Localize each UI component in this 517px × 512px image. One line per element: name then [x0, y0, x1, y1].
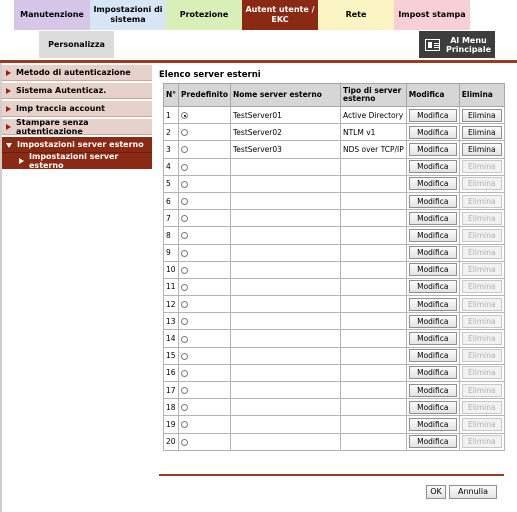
- default-radio-cell: [179, 192, 231, 209]
- header-divider: [0, 60, 517, 63]
- sidebar-item-label: Stampare senza autenticazione: [16, 117, 89, 136]
- delete-cell: [459, 244, 504, 261]
- row-number: 1: [164, 107, 179, 124]
- default-radio-cell: [179, 244, 231, 261]
- delete-button[interactable]: Elimina: [462, 109, 502, 122]
- delete-button: Elimina: [462, 384, 502, 397]
- row-number: 15: [164, 347, 179, 364]
- column-header-server-name: Nome server esterno: [230, 84, 340, 107]
- delete-button: Elimina: [462, 366, 502, 379]
- row-number: 4: [164, 158, 179, 175]
- server-name-cell: [230, 227, 340, 244]
- delete-button: Elimina: [462, 177, 502, 190]
- server-type-cell: [340, 433, 406, 450]
- delete-cell: [459, 124, 504, 141]
- server-name-cell: TestServer02: [230, 124, 340, 141]
- delete-button: Elimina: [462, 298, 502, 311]
- default-radio-cell: [179, 175, 231, 192]
- cancel-button[interactable]: Annulla: [449, 485, 497, 499]
- server-type-cell: [340, 296, 406, 313]
- table-row: [164, 192, 505, 209]
- modify-cell: [406, 382, 459, 399]
- modify-cell: [406, 141, 459, 158]
- delete-cell: [459, 210, 504, 227]
- server-type-cell: [340, 227, 406, 244]
- modify-button[interactable]: Modifica: [409, 109, 457, 122]
- server-type-cell: [340, 347, 406, 364]
- delete-cell: [459, 227, 504, 244]
- sidebar-subitem-label: Impostazioni server esterno: [29, 152, 119, 170]
- triangle-right-icon: [6, 106, 11, 112]
- sidebar-item-label: Impostazioni server esterno: [17, 140, 144, 149]
- row-number: 16: [164, 364, 179, 381]
- delete-button: Elimina: [462, 332, 502, 345]
- modify-button[interactable]: Modifica: [409, 366, 457, 379]
- delete-button[interactable]: Elimina: [462, 143, 502, 156]
- table-row: [164, 347, 505, 364]
- default-radio[interactable]: [181, 421, 188, 428]
- row-number: 12: [164, 296, 179, 313]
- server-name-cell: [230, 313, 340, 330]
- triangle-right-icon: [6, 124, 11, 130]
- default-radio-cell: [179, 313, 231, 330]
- table-row: [164, 416, 505, 433]
- default-radio[interactable]: [181, 146, 188, 153]
- row-number: 19: [164, 416, 179, 433]
- sidebar-item-label: Imp traccia account: [16, 104, 105, 113]
- sidebar-item-imp-traccia-account[interactable]: [2, 101, 152, 117]
- table-row: [164, 433, 505, 450]
- tab-manutenzione[interactable]: Manutenzione: [14, 0, 90, 30]
- modify-cell: [406, 399, 459, 416]
- default-radio-cell: [179, 227, 231, 244]
- default-radio-cell: [179, 416, 231, 433]
- server-name-cell: [230, 347, 340, 364]
- modify-cell: [406, 244, 459, 261]
- default-radio[interactable]: [181, 284, 188, 291]
- modify-cell: [406, 364, 459, 381]
- modify-button[interactable]: Modifica: [409, 315, 457, 328]
- table-row: [164, 278, 505, 295]
- default-radio[interactable]: [181, 353, 188, 360]
- modify-cell: [406, 261, 459, 278]
- server-type-cell: [340, 261, 406, 278]
- modify-button[interactable]: Modifica: [409, 126, 457, 139]
- delete-cell: [459, 107, 504, 124]
- default-radio-cell: [179, 158, 231, 175]
- delete-button: Elimina: [462, 246, 502, 259]
- modify-cell: [406, 416, 459, 433]
- default-radio-cell: [179, 107, 231, 124]
- table-row: [164, 107, 505, 124]
- server-type-cell: [340, 158, 406, 175]
- default-radio[interactable]: [181, 336, 188, 343]
- delete-button: Elimina: [462, 263, 502, 276]
- delete-button: Elimina: [462, 195, 502, 208]
- tab-autent-utente-ekc[interactable]: Autent utente / EKC: [242, 0, 318, 30]
- modify-button[interactable]: Modifica: [409, 401, 457, 414]
- server-type-cell: [340, 278, 406, 295]
- server-name-cell: [230, 210, 340, 227]
- default-radio[interactable]: [181, 439, 188, 446]
- table-row: [164, 382, 505, 399]
- table-row: [164, 313, 505, 330]
- default-radio-cell: [179, 124, 231, 141]
- row-number: 20: [164, 433, 179, 450]
- column-header-number: N°: [164, 84, 179, 107]
- table-row: [164, 399, 505, 416]
- table-row: [164, 124, 505, 141]
- triangle-right-icon: [19, 158, 24, 164]
- table-header-row: [164, 84, 505, 107]
- delete-cell: [459, 141, 504, 158]
- delete-button: Elimina: [462, 229, 502, 242]
- delete-button: Elimina: [462, 315, 502, 328]
- default-radio[interactable]: [181, 318, 188, 325]
- table-row: [164, 296, 505, 313]
- server-name-cell: [230, 433, 340, 450]
- default-radio[interactable]: [181, 301, 188, 308]
- modify-cell: [406, 296, 459, 313]
- external-server-table: [163, 83, 505, 451]
- table-row: [164, 261, 505, 278]
- sidebar-item-label: Metodo di autenticazione: [16, 68, 131, 77]
- server-type-cell: [340, 330, 406, 347]
- main-menu-label: Al Menu Principale: [445, 35, 491, 54]
- server-type-cell: NDS over TCP/IP: [340, 141, 406, 158]
- table-row: [164, 244, 505, 261]
- row-number: 13: [164, 313, 179, 330]
- default-radio[interactable]: [181, 404, 188, 411]
- server-type-cell: [340, 416, 406, 433]
- row-number: 2: [164, 124, 179, 141]
- modify-cell: [406, 227, 459, 244]
- modify-button[interactable]: Modifica: [409, 177, 457, 190]
- default-radio-cell: [179, 261, 231, 278]
- default-radio-cell: [179, 330, 231, 347]
- server-name-cell: [230, 364, 340, 381]
- modify-button[interactable]: Modifica: [409, 418, 457, 431]
- server-type-cell: [340, 364, 406, 381]
- sidebar-item-impostazioni-server-esterno[interactable]: [2, 137, 152, 153]
- server-name-cell: [230, 416, 340, 433]
- sidebar-subitem-impostazioni-server-esterno[interactable]: [2, 153, 152, 169]
- delete-button: Elimina: [462, 418, 502, 431]
- modify-cell: [406, 330, 459, 347]
- row-number: 17: [164, 382, 179, 399]
- modify-cell: [406, 210, 459, 227]
- tab-protezione[interactable]: Protezione: [166, 0, 242, 30]
- table-row: [164, 141, 505, 158]
- row-number: 18: [164, 399, 179, 416]
- default-radio[interactable]: [181, 112, 188, 119]
- modify-button[interactable]: Modifica: [409, 298, 457, 311]
- modify-cell: [406, 107, 459, 124]
- column-header-server-type: Tipo di server esterno: [340, 84, 406, 107]
- delete-cell: [459, 364, 504, 381]
- sidebar-item-sistema-autenticaz[interactable]: [2, 83, 152, 99]
- delete-button: Elimina: [462, 160, 502, 173]
- row-number: 9: [164, 244, 179, 261]
- server-name-cell: [230, 330, 340, 347]
- modify-cell: [406, 347, 459, 364]
- default-radio[interactable]: [181, 250, 188, 257]
- table-row: [164, 158, 505, 175]
- modify-button[interactable]: Modifica: [409, 280, 457, 293]
- footer-divider: [159, 474, 504, 476]
- server-name-cell: [230, 158, 340, 175]
- server-name-cell: [230, 399, 340, 416]
- triangle-down-icon: [6, 143, 12, 148]
- column-header-modify: Modifica: [406, 84, 459, 107]
- table-row: [164, 330, 505, 347]
- delete-button: Elimina: [462, 212, 502, 225]
- default-radio[interactable]: [181, 129, 188, 136]
- server-type-cell: NTLM v1: [340, 124, 406, 141]
- modify-cell: [406, 124, 459, 141]
- tab-impost-stampa[interactable]: Impost stampa: [394, 0, 470, 30]
- modify-cell: [406, 433, 459, 450]
- delete-cell: [459, 399, 504, 416]
- default-radio[interactable]: [181, 370, 188, 377]
- server-name-cell: [230, 296, 340, 313]
- tab-impostazioni-di-sistema[interactable]: Impostazioni di sistema: [90, 0, 166, 30]
- delete-cell: [459, 296, 504, 313]
- table-row: [164, 210, 505, 227]
- delete-cell: [459, 313, 504, 330]
- sidebar-item-metodo-autenticazione[interactable]: [2, 65, 152, 81]
- table-row: [164, 364, 505, 381]
- default-radio-cell: [179, 364, 231, 381]
- delete-cell: [459, 261, 504, 278]
- top-tab-bar: [14, 0, 470, 30]
- column-header-default: Predefinito: [179, 84, 231, 107]
- default-radio-cell: [179, 296, 231, 313]
- default-radio-cell: [179, 278, 231, 295]
- tab-rete[interactable]: Rete: [318, 0, 394, 30]
- server-type-cell: [340, 244, 406, 261]
- modify-button[interactable]: Modifica: [409, 384, 457, 397]
- server-name-cell: [230, 261, 340, 278]
- delete-button: Elimina: [462, 280, 502, 293]
- server-type-cell: [340, 313, 406, 330]
- modify-button[interactable]: Modifica: [409, 332, 457, 345]
- server-name-cell: [230, 244, 340, 261]
- default-radio-cell: [179, 347, 231, 364]
- default-radio-cell: [179, 399, 231, 416]
- table-row: [164, 227, 505, 244]
- row-number: 14: [164, 330, 179, 347]
- main-menu-button[interactable]: [419, 31, 495, 58]
- table-row: [164, 175, 505, 192]
- delete-cell: [459, 330, 504, 347]
- delete-cell: [459, 382, 504, 399]
- delete-button: Elimina: [462, 435, 502, 448]
- default-radio[interactable]: [181, 198, 188, 205]
- tab-personalizza[interactable]: Personalizza: [39, 31, 114, 58]
- row-number: 11: [164, 278, 179, 295]
- default-radio-cell: [179, 141, 231, 158]
- delete-cell: [459, 278, 504, 295]
- server-name-cell: TestServer01: [230, 107, 340, 124]
- modify-button[interactable]: Modifica: [409, 349, 457, 362]
- delete-cell: [459, 192, 504, 209]
- default-radio-cell: [179, 382, 231, 399]
- delete-cell: [459, 433, 504, 450]
- server-type-cell: [340, 192, 406, 209]
- server-type-cell: [340, 399, 406, 416]
- column-header-delete: Elimina: [459, 84, 504, 107]
- modify-cell: [406, 158, 459, 175]
- modify-cell: [406, 313, 459, 330]
- table-body: [164, 107, 505, 451]
- server-type-cell: [340, 382, 406, 399]
- server-type-cell: Active Directory: [340, 107, 406, 124]
- default-radio[interactable]: [181, 387, 188, 394]
- modify-cell: [406, 192, 459, 209]
- modify-button[interactable]: Modifica: [409, 246, 457, 259]
- modify-button[interactable]: Modifica: [409, 263, 457, 276]
- sidebar-item-label: Sistema Autenticaz.: [16, 86, 107, 95]
- server-name-cell: [230, 192, 340, 209]
- modify-cell: [406, 175, 459, 192]
- modify-cell: [406, 278, 459, 295]
- default-radio[interactable]: [181, 232, 188, 239]
- default-radio[interactable]: [181, 181, 188, 188]
- modify-button[interactable]: Modifica: [409, 212, 457, 225]
- row-number: 6: [164, 192, 179, 209]
- delete-cell: [459, 347, 504, 364]
- delete-cell: [459, 416, 504, 433]
- modify-button[interactable]: Modifica: [409, 143, 457, 156]
- row-number: 10: [164, 261, 179, 278]
- triangle-right-icon: [6, 70, 11, 76]
- row-number: 3: [164, 141, 179, 158]
- server-name-cell: [230, 175, 340, 192]
- default-radio[interactable]: [181, 267, 188, 274]
- modify-button[interactable]: Modifica: [409, 435, 457, 448]
- delete-button: Elimina: [462, 401, 502, 414]
- delete-button: Elimina: [462, 349, 502, 362]
- row-number: 5: [164, 175, 179, 192]
- server-name-cell: TestServer03: [230, 141, 340, 158]
- sidebar: [2, 65, 152, 169]
- default-radio[interactable]: [181, 164, 188, 171]
- sidebar-item-stampare-senza-autenticazione[interactable]: [2, 119, 152, 135]
- page-title: Elenco server esterni: [159, 70, 261, 80]
- server-name-cell: [230, 278, 340, 295]
- server-type-cell: [340, 175, 406, 192]
- modify-button[interactable]: Modifica: [409, 229, 457, 242]
- default-radio-cell: [179, 433, 231, 450]
- modify-button[interactable]: Modifica: [409, 160, 457, 173]
- triangle-right-icon: [6, 88, 11, 94]
- default-radio[interactable]: [181, 215, 188, 222]
- default-radio-cell: [179, 210, 231, 227]
- modify-button[interactable]: Modifica: [409, 195, 457, 208]
- delete-cell: [459, 158, 504, 175]
- server-name-cell: [230, 382, 340, 399]
- menu-screen-icon: [425, 39, 440, 51]
- row-number: 7: [164, 210, 179, 227]
- delete-button[interactable]: Elimina: [462, 126, 502, 139]
- row-number: 8: [164, 227, 179, 244]
- server-type-cell: [340, 210, 406, 227]
- ok-button[interactable]: OK: [426, 485, 446, 499]
- delete-cell: [459, 175, 504, 192]
